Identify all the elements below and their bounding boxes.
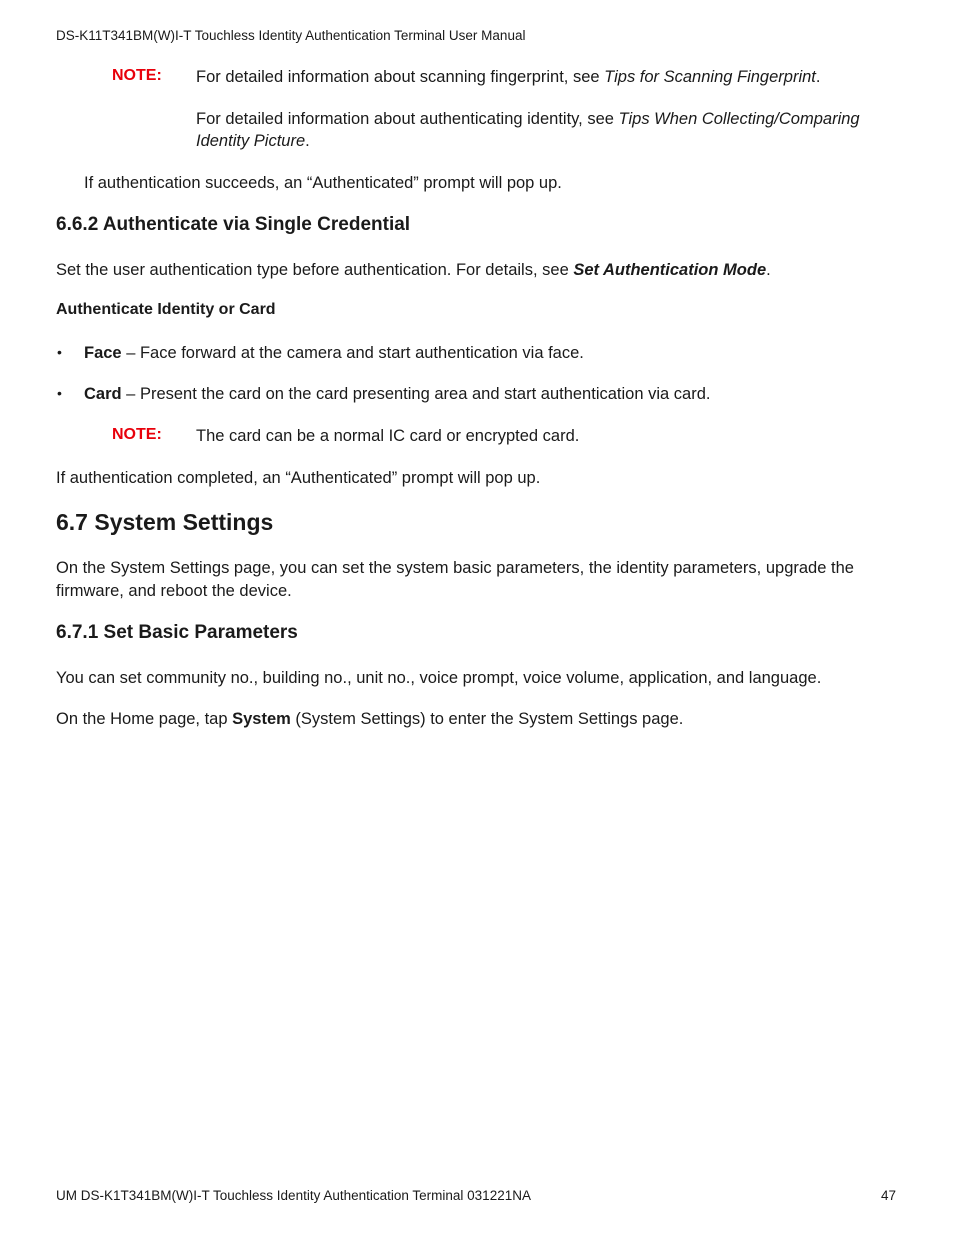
list-item-card: Card – Present the card on the card presenting area and start authentication via card. bbox=[84, 385, 711, 403]
link-identity-picture[interactable]: Identity Picture bbox=[196, 132, 306, 150]
subheading-authenticate-identity-card: Authenticate Identity or Card bbox=[56, 301, 276, 318]
bullet-dot: • bbox=[57, 344, 62, 360]
link-set-authentication-mode[interactable]: Set Authentication Mode bbox=[573, 261, 767, 279]
system-settings-para-line2: firmware, and reboot the device. bbox=[56, 582, 292, 600]
section-heading-6-7: 6.7 System Settings bbox=[56, 509, 274, 535]
section-heading-6-6-2: 6.6.2 Authenticate via Single Credential bbox=[56, 214, 411, 235]
note-card-type: The card can be a normal IC card or encrypted card. bbox=[196, 427, 580, 445]
auth-completed-text: If authentication completed, an “Authenticated” prompt will pop up. bbox=[56, 469, 541, 487]
section-heading-6-7-1: 6.7.1 Set Basic Parameters bbox=[56, 622, 298, 643]
page-number: 47 bbox=[881, 1188, 897, 1203]
basic-parameters-para: You can set community no., building no., unit no., voice prompt, voice volume, application, and language. bbox=[56, 669, 822, 687]
link-tips-scanning-fingerprint[interactable]: Tips for Scanning Fingerprint bbox=[604, 68, 816, 86]
note-line-identity-cont: Identity Picture. bbox=[196, 132, 310, 150]
bullet-dot: • bbox=[57, 385, 62, 401]
note-label: NOTE: bbox=[112, 426, 162, 443]
page-footer: UM DS-K1T341BM(W)I-T Touchless Identity Authentication Terminal 031221NA bbox=[56, 1188, 531, 1203]
list-item-face: Face – Face forward at the camera and start authentication via face. bbox=[84, 344, 584, 362]
home-page-instruction: On the Home page, tap System (System Settings) to enter the System Settings page. bbox=[56, 710, 684, 728]
note-line-identity: For detailed information about authenticating identity, see Tips When Collecting/Comparing bbox=[196, 110, 860, 128]
page-header: DS-K11T341BM(W)I-T Touchless Identity Authentication Terminal User Manual bbox=[56, 28, 526, 43]
note-line-fingerprint: For detailed information about scanning fingerprint, see Tips for Scanning Fingerprint. bbox=[196, 68, 821, 86]
system-term: System bbox=[232, 710, 291, 728]
system-settings-para-line1: On the System Settings page, you can set the system basic parameters, the identity parameters, upgrade the bbox=[56, 559, 854, 577]
note-label: NOTE: bbox=[112, 67, 162, 84]
section-intro: Set the user authentication type before authentication. For details, see Set Authentication Mode. bbox=[56, 261, 771, 279]
link-tips-collecting-comparing[interactable]: Tips When Collecting/Comparing bbox=[618, 110, 860, 128]
auth-success-text: If authentication succeeds, an “Authenticated” prompt will pop up. bbox=[84, 174, 562, 192]
